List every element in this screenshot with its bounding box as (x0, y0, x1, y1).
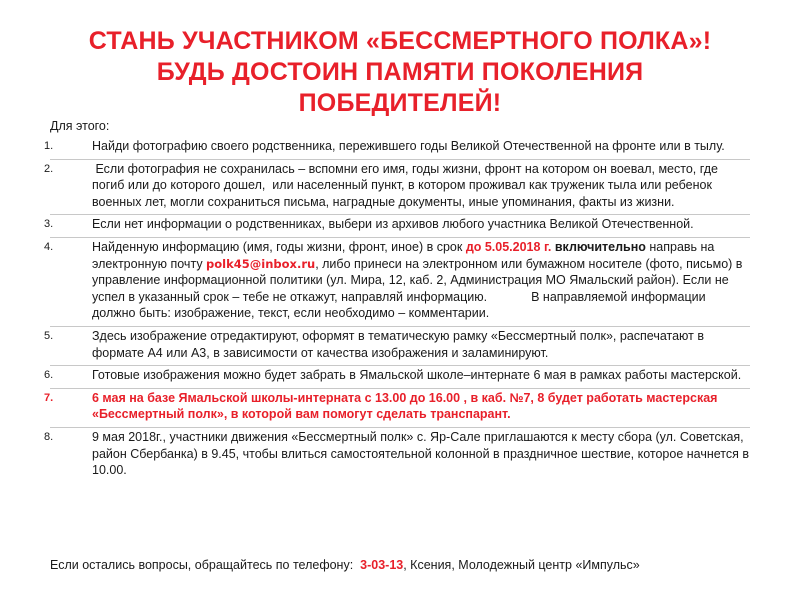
title-line-2: БУДЬ ДОСТОИН ПАМЯТИ ПОКОЛЕНИЯ (156, 58, 644, 86)
list-item-1 (44, 137, 750, 160)
list-number: 5. (44, 329, 54, 342)
list-item-text: Здесь изображение отредактируют, оформят в тематическую рамку «Бессмертный полк», распечатают в формате А4 или А3, в зависимости от качества изображения и заламинируют. (92, 328, 704, 360)
title-line-1: СТАНЬ УЧАСТНИКОМ «БЕССМЕРТНОГО ПОЛКА»! (88, 27, 712, 55)
list-item-text: Если нет информации о родственниках, выбери из архивов любого участника Великой Отечественной. (92, 217, 694, 232)
list-item-text-part-3: , либо принеси на электронном или бумажном носителе (фото, письмо) в управление информационной политики (ул. Мира, 12, каб. 2, Администрация МО Ямальский район). Если не успел в указанный срок – тебе не откажут, направляй информацию. (92, 256, 743, 304)
page-title (0, 26, 800, 119)
list-number: 4. (44, 240, 54, 253)
list-item-text: 9 мая 2018г., участники движения «Бессмертный полк» с. Яр-Сале приглашаются к месту сбора (ул. Советская, район Сбербанка) в 9.45, чтобы влиться самостоятельной колонной в праздничное шествие, которое начнется в 10.00. (92, 429, 750, 478)
list-item-text-part-4: В направляемой информации должно быть: изображение, текст, если необходимо – комментарии. (92, 289, 706, 321)
title-line-3: ПОБЕДИТЕЛЕЙ! (298, 89, 502, 117)
list-item-text: Найди фотографию своего родственника, пережившего годы Великой Отечественной на фронте или в тылу. (92, 139, 725, 153)
list-number: 2. (44, 162, 54, 175)
list-item-text: Если фотография не сохранилась – вспомни его имя, годы жизни, фронт на котором он воевал, место, где погиб или до которого дошел, или населенный пункт, в котором проживал как труженик тыла или ребенок военных лет, могли сохраниться письма, наградные документы, иные упоминания, факты из жизни. (92, 161, 722, 209)
list-item-6 (44, 366, 750, 389)
list-item-4 (44, 238, 750, 327)
deadline-text: до 5.05.2018 г. (465, 239, 552, 254)
list-item-text: Готовые изображения можно будет забрать в Ямальской школе–интернате 6 мая в рамках работы мастерской. (92, 368, 742, 383)
list-item-text-part-2: направь на электронную почту (92, 239, 715, 271)
list-item-5 (44, 327, 750, 366)
list-number: 6. (44, 369, 54, 382)
list-item-3 (44, 215, 750, 238)
phone-number[interactable]: 3-03-13 (360, 558, 404, 572)
footer-text: Если остались вопросы, обращайтесь по телефону: (50, 558, 361, 572)
list-item-text-part-1: Найденную информацию (имя, годы жизни, фронт, иное) в срок (92, 239, 466, 254)
email-link[interactable]: polk45@inbox.ru (206, 256, 316, 271)
inclusive-text: включительно (551, 239, 646, 254)
list-item-2 (44, 160, 750, 216)
list-number: 1. (44, 140, 54, 152)
list-item-7 (44, 389, 750, 428)
contact-footer (50, 557, 640, 573)
list-number: 7. (44, 391, 54, 404)
footer-contact: , Ксения, Молодежный центр «Импульс» (403, 558, 640, 572)
list-number: 8. (44, 430, 54, 443)
instructions-list (44, 137, 750, 483)
intro-text: Для этого: (50, 119, 110, 133)
list-item-text: 6 мая на базе Ямальской школы-интерната с 13.00 до 16.00 , в каб. №7, 8 будет работать мастерская «Бессмертный полк», в которой вам помогут сделать транспарант. (92, 390, 718, 422)
list-item-8 (44, 428, 750, 483)
list-number: 3. (44, 218, 54, 231)
